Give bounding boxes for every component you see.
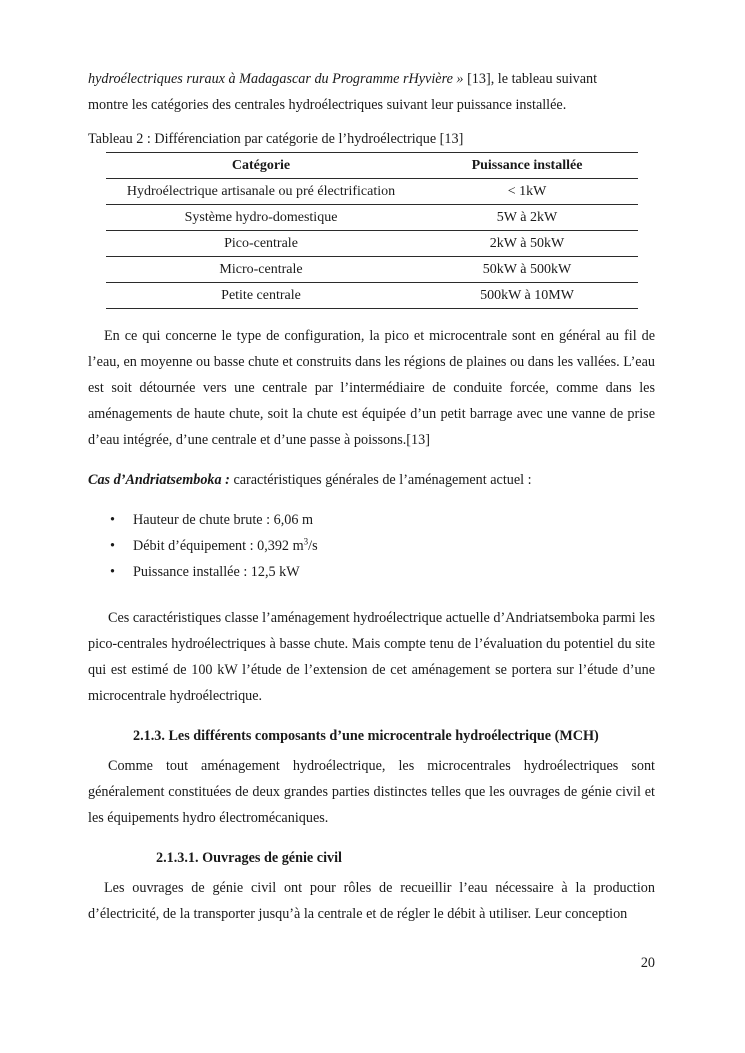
list-item-text: Puissance installée : 12,5 kW xyxy=(133,564,300,580)
intro-line2: montre les catégories des centrales hydroélectriques suivant leur puissance installée. xyxy=(88,97,567,113)
table-cell: 500kW à 10MW xyxy=(416,283,638,309)
list-item-unit: /s xyxy=(308,538,318,554)
bullet-icon: • xyxy=(110,564,115,580)
table-row xyxy=(106,179,638,205)
section-heading-2-1-3-1: 2.1.3.1. Ouvrages de génie civil xyxy=(156,850,342,866)
table-cell: Hydroélectrique artisanale ou pré électrification xyxy=(106,179,416,205)
section-heading-2-1-3: 2.1.3. Les différents composants d’une microcentrale hydroélectrique (MCH) xyxy=(133,728,599,744)
section-2-1-3-paragraph: Comme tout aménagement hydroélectrique, les microcentrales hydroélectriques sont généralement constituées de deux grandes parties distinctes telles que les ouvrages de génie civil et les équipements hydro électromécaniques. xyxy=(88,758,655,826)
list-item xyxy=(88,507,655,533)
category-table xyxy=(106,152,638,309)
table-row xyxy=(106,257,638,283)
superscript-exponent: 3 xyxy=(303,536,309,547)
bullet-icon: • xyxy=(110,538,115,554)
cas-paragraph xyxy=(88,467,655,493)
intro-line1-rest: [13], le tableau suivant xyxy=(463,71,598,87)
table-cell: Micro-centrale xyxy=(106,257,416,283)
header-categorie: Catégorie xyxy=(106,153,416,179)
table-cell: Système hydro-domestique xyxy=(106,205,416,231)
intro-italic-title: hydroélectriques ruraux à Madagascar du Programme rHyvière » xyxy=(88,71,464,87)
config-paragraph: En ce qui concerne le type de configuration, la pico et microcentrale sont en général au fil de l’eau, en moyenne ou basse chute et construits dans les régions de plaines ou dans les vallées. L’eau est soit détournée vers une centrale par l’intermédiaire de conduite forcée, comme dans les aménagements de haute chute, soit la chute est équipée d’un petit barrage avec une vanne de prise d’eau intégrée, d’une centrale et d’une passe à poissons.[13] xyxy=(88,328,655,448)
table-caption: Tableau 2 : Différenciation par catégorie de l’hydroélectrique [13] xyxy=(88,131,464,147)
list-item xyxy=(88,533,655,559)
characteristics-list xyxy=(88,507,655,585)
bullet-icon: • xyxy=(110,512,115,528)
table-cell: 5W à 2kW xyxy=(416,205,638,231)
table-row xyxy=(106,283,638,309)
table-cell: 2kW à 50kW xyxy=(416,231,638,257)
list-item-text: Débit d’équipement : 0,392 m xyxy=(133,538,304,554)
intro-paragraph xyxy=(88,66,655,118)
page-number: 20 xyxy=(640,955,655,971)
cas-label: Cas d’Andriatsemboka : xyxy=(88,472,230,488)
table-cell: Pico-centrale xyxy=(106,231,416,257)
classification-paragraph: Ces caractéristiques classe l’aménagement hydroélectrique actuelle d’Andriatsemboka parmi les pico-centrales hydroélectriques à basse chute. Mais compte tenu de l’évaluation du potentiel du site qui est estimé de 100 kW l’étude de l’extension de cet aménagement se portera sur l’étude d’une microcentrale hydroélectrique. xyxy=(88,610,655,704)
table-header-row xyxy=(106,153,638,179)
header-puissance: Puissance installée xyxy=(416,153,638,179)
list-item-text: Hauteur de chute brute : 6,06 m xyxy=(133,512,314,528)
table-row xyxy=(106,205,638,231)
section-2-1-3-1-paragraph: Les ouvrages de génie civil ont pour rôles de recueillir l’eau nécessaire à la production d’électricité, de la transporter jusqu’à la centrale et de régler le débit à utiliser. Leur conception xyxy=(88,880,655,922)
table-row xyxy=(106,231,638,257)
table-cell: Petite centrale xyxy=(106,283,416,309)
document-page xyxy=(88,66,655,927)
cas-text: caractéristiques générales de l’aménagement actuel : xyxy=(229,472,532,488)
list-item xyxy=(88,559,655,585)
table-cell: < 1kW xyxy=(416,179,638,205)
table-cell: 50kW à 500kW xyxy=(416,257,638,283)
